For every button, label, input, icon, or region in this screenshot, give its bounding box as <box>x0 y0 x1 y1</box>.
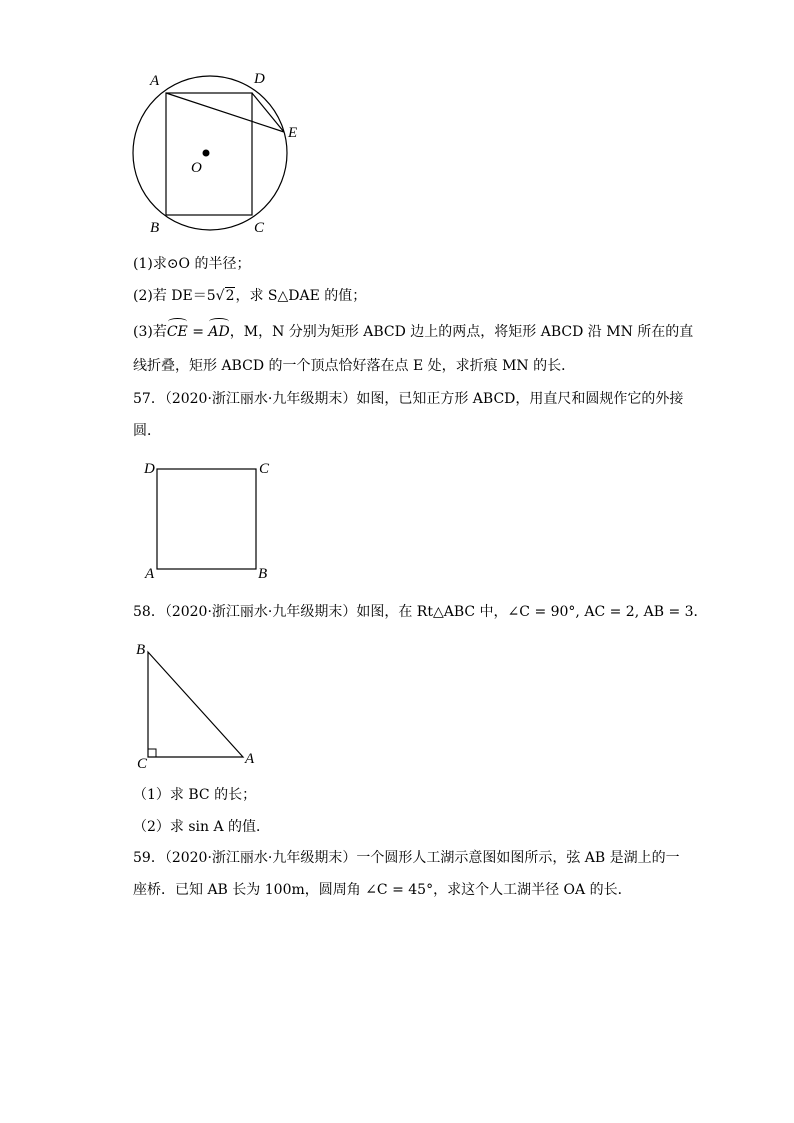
figure-circle-rectangle <box>118 60 318 245</box>
arc-ce-mark <box>168 318 187 325</box>
q56-part2-pre: (2)若 DE＝5 <box>133 288 216 304</box>
q56-part3-line2: 线折叠，矩形 ABCD 的一个顶点恰好落在点 E 处，求折痕 MN 的长． <box>133 358 576 374</box>
label-d: D <box>144 461 155 477</box>
label-e: E <box>288 125 298 141</box>
label-c: C <box>137 756 148 772</box>
q56-part2-sqrt: 2 <box>225 288 235 304</box>
segment-ae <box>166 93 284 132</box>
label-o: O <box>191 160 202 176</box>
q57-line1: 57．（2020·浙江丽水·九年级期末）如图，已知正方形 ABCD，用直尺和圆规作它的外接 <box>133 391 684 407</box>
label-c: C <box>254 220 265 236</box>
label-a: A <box>145 566 155 582</box>
arc-ad <box>208 322 229 342</box>
triangle-abc <box>148 652 243 757</box>
q59-line2: 座桥．已知 AB 长为 100m，圆周角 ∠C = 45°，求这个人工湖半径 OA 的长． <box>133 882 632 898</box>
sqrt-symbol: √ <box>215 288 225 304</box>
q59-line1: 59．（2020·浙江丽水·九年级期末）一个圆形人工湖示意图如图所示，弦 AB 是湖上的一 <box>133 850 680 866</box>
figure-square <box>140 455 280 585</box>
label-c: C <box>259 461 270 477</box>
q58-line1: 58．（2020·浙江丽水·九年级期末）如图，在 Rt△ABC 中，∠C = 90°, AC = 2, AB = 3． <box>133 604 708 620</box>
label-b: B <box>150 220 160 236</box>
label-d: D <box>254 71 265 87</box>
label-b: B <box>258 566 268 582</box>
q56-part3-eq: = <box>187 324 209 340</box>
q56-part1: (1)求⊙O 的半径； <box>133 256 251 272</box>
arc-ce <box>167 322 188 342</box>
label-a: A <box>245 751 255 767</box>
arc-ce-label: CE <box>166 324 188 340</box>
q56-part3-pre: (3)若 <box>133 324 167 340</box>
circle-o <box>133 76 287 230</box>
q56-part2 <box>133 286 366 306</box>
arc-ad-mark <box>209 318 228 325</box>
square-abcd <box>157 469 256 569</box>
q58-part1: （1）求 BC 的长； <box>133 787 257 803</box>
label-b: B <box>136 642 146 658</box>
q58-part2: （2）求 sin A 的值． <box>133 819 271 835</box>
center-dot <box>203 150 210 157</box>
q56-part3-line1 <box>133 322 693 342</box>
q57-line2: 圆． <box>133 423 161 439</box>
arc-ad-label: AD <box>208 324 230 340</box>
q56-part3-post: ，M，N 分别为矩形 ABCD 边上的两点，将矩形 ABCD 沿 MN 所在的直 <box>229 324 694 340</box>
figure-right-triangle <box>130 638 270 773</box>
q56-part2-post: ，求 S△DAE 的值； <box>235 288 367 304</box>
label-a: A <box>150 73 160 89</box>
right-angle-mark <box>148 749 156 757</box>
